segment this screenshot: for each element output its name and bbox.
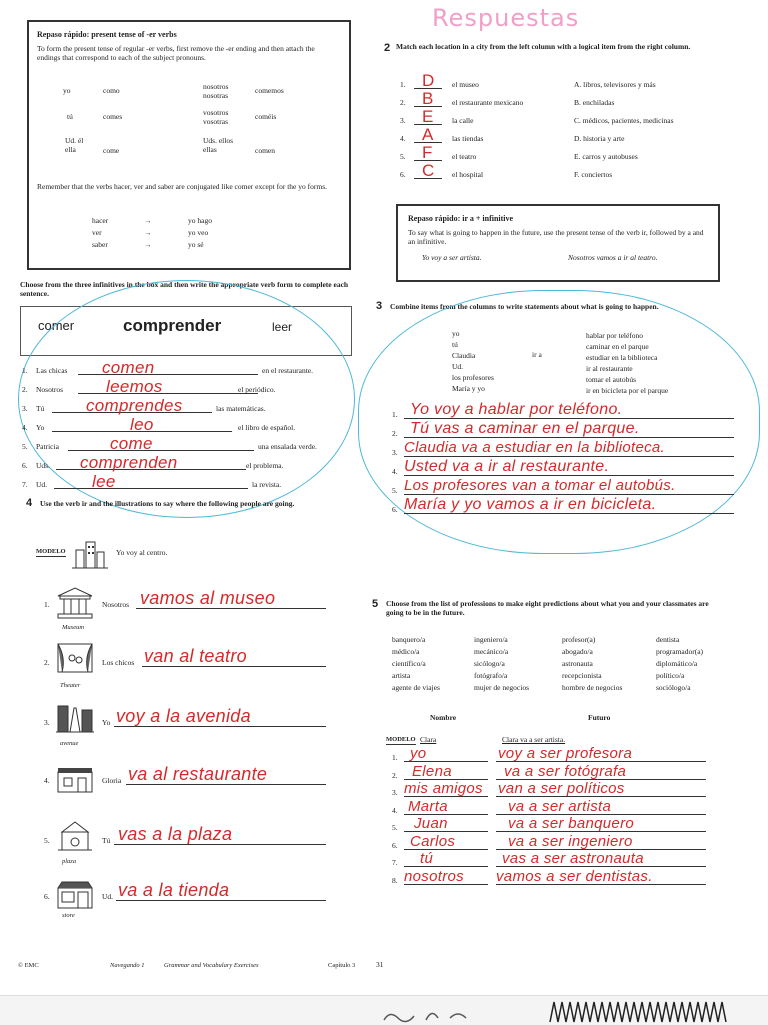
ex2-instruction: Match each location in a city from the left column with a logical item from the right column. (396, 42, 691, 51)
item-number: 3. (22, 404, 28, 413)
item-number: 3. (392, 448, 398, 457)
handwritten-name: tú (420, 850, 434, 867)
item-number: 3. (392, 788, 398, 797)
item-number: 1. (392, 753, 398, 762)
irregular-verb: ver (92, 228, 102, 237)
footer-page-number: 31 (376, 960, 384, 969)
place: la calle (452, 116, 474, 125)
match-option: B. enchiladas (574, 98, 615, 107)
item-rest: en el restaurante. (262, 366, 314, 375)
profession: político/a (656, 671, 685, 680)
ex4-model-text: Yo voy al centro. (116, 548, 168, 557)
arrow: → (144, 228, 152, 237)
item-number: 1. (22, 366, 28, 375)
repaso2-text: To say what is going to happen in the future, use the present tense of the verb ir, followed by a and an infinitive. (408, 228, 704, 247)
item-number: 6. (400, 170, 406, 179)
ex2-matching (400, 71, 720, 182)
ex4-items (40, 586, 350, 919)
ex4-instruction: Use the verb ir and the illustrations to say where the following people are going. (40, 499, 295, 508)
plaza-icon (54, 818, 96, 858)
conj-row (63, 108, 313, 136)
handwritten-answer: Usted va a ir al restaurante. (404, 458, 610, 475)
item-number: 8. (392, 875, 398, 885)
ex2-row (400, 107, 720, 128)
item-subject: Yo (102, 718, 111, 727)
profession: sicólogo/a (474, 659, 505, 668)
irregular-verb: hacer (92, 216, 109, 225)
city-center-icon (70, 538, 110, 572)
ex1-item (22, 436, 342, 455)
profession: científico/a (392, 659, 426, 668)
repaso1-title: Repaso rápido: present tense of -er verbs (37, 30, 177, 39)
handwritten-answer: Yo voy a hablar por teléfono. (410, 401, 623, 418)
handwritten-future: va a ser ingeniero (508, 832, 633, 850)
profession: astronauta (562, 659, 593, 668)
match-option: A. libros, televisores y más (574, 80, 656, 89)
footer-copyright: © EMC (18, 962, 39, 969)
item-number: 3. (44, 718, 50, 727)
profession: mecánico/a (474, 647, 509, 656)
verb-form: comes (103, 112, 123, 121)
item-rest: las matemáticas. (216, 404, 266, 413)
item-rest: el libro de español. (238, 423, 296, 432)
ex2-row (400, 161, 720, 182)
item-subject: Patricia (36, 442, 59, 451)
handwritten-answer: comprenden (80, 453, 178, 472)
profession: diplomático/a (656, 659, 698, 668)
ex3-answer-row (392, 440, 748, 459)
handwritten-name: Elena (412, 762, 452, 780)
item-number: 4. (392, 467, 398, 476)
handwritten-answer: lee (92, 472, 116, 491)
place: el restaurante mexicano (452, 98, 524, 107)
illustration-caption: store (62, 912, 75, 919)
illustration-caption: plaza (62, 858, 77, 865)
handwritten-name: nosotros (404, 867, 464, 885)
item-number: 2. (392, 429, 398, 438)
match-option: D. historia y arte (574, 134, 625, 143)
ex3-col2: ir a (532, 350, 542, 359)
subject-option: tú (452, 340, 458, 349)
ex5-row (392, 781, 732, 799)
item-number: 2. (22, 385, 28, 394)
place: el museo (452, 80, 479, 89)
subject-option: Claudia (452, 351, 476, 360)
item-number: 2. (44, 658, 50, 667)
footer-book: Navegando 1 (110, 962, 145, 969)
item-number: 6. (22, 461, 28, 470)
pronoun: tú (67, 112, 73, 121)
item-subject: Los chicos (102, 658, 135, 667)
handwritten-future: voy a ser profesora (498, 745, 633, 762)
activity-option: hablar por teléfono (586, 331, 644, 340)
footer-subtitle: Grammar and Vocabulary Exercises (164, 962, 259, 969)
irregular-form: yo veo (188, 228, 209, 237)
item-number: 5. (44, 836, 50, 845)
handwritten-name: yo (410, 745, 427, 762)
handwritten-letter: C (422, 161, 435, 180)
arrow: → (144, 216, 152, 225)
item-rest: el periódico. (238, 385, 276, 394)
ex3-instruction: Combine items from the columns to write statements about what is going to happen. (390, 302, 659, 311)
place: el hospital (452, 170, 484, 179)
ex5-number: 5 (372, 598, 379, 610)
match-option: C. médicos, pacientes, medicinas (574, 116, 674, 125)
handwritten-answer: come (110, 434, 153, 453)
conj-row (63, 82, 313, 108)
ex5-row (392, 834, 732, 852)
handwritten-answer: va al restaurante (128, 764, 268, 784)
profession: profesor(a) (562, 635, 596, 644)
handwritten-letter: F (422, 143, 433, 162)
profession: artista (392, 671, 411, 680)
ex3-answer-row (392, 478, 748, 497)
ex4-item (40, 818, 350, 868)
profession: médico/a (392, 647, 420, 656)
profession: sociólogo/a (656, 683, 691, 692)
profession: abogado/a (562, 647, 593, 656)
ex5-row (392, 816, 732, 834)
ex3-col1 (452, 328, 532, 394)
ex5-row (392, 851, 732, 869)
handwritten-answer: van al teatro (144, 646, 247, 666)
ex5-row (392, 764, 732, 782)
ex3-answer-row (392, 459, 748, 478)
ex2-row (400, 89, 720, 110)
ex3-answers (392, 402, 748, 516)
ex2-row (400, 125, 720, 146)
ex1-item (22, 360, 342, 379)
ex1-item (22, 417, 342, 436)
item-number: 6. (392, 840, 398, 850)
activity-option: tomar el autobús (586, 375, 636, 384)
illustration-caption: Museum (62, 624, 85, 631)
ex1-item (22, 474, 342, 493)
repaso1-note: Remember that the verbs hacer, ver and saber are conjugated like comer except for the yo forms. (37, 182, 327, 191)
activity-option: ir al restaurante (586, 364, 633, 373)
professions-col (392, 634, 472, 694)
ex1-item (22, 455, 342, 474)
ex4-item (40, 640, 350, 690)
ex5-model-name: Clara (420, 735, 437, 744)
item-number: 4. (22, 423, 28, 432)
handwritten-future: va a ser fotógrafa (504, 762, 627, 780)
ex3-answer-row (392, 497, 748, 516)
item-rest: una ensalada verde. (258, 442, 317, 451)
ex2-row (400, 71, 720, 92)
handwritten-answer: leo (130, 415, 154, 434)
irregular-verb: saber (92, 240, 108, 249)
repaso1-intro: To form the present tense of regular -er verbs, first remove the -er ending and then attach the endings that correspond to each of the subject pronouns. (37, 44, 315, 63)
handwritten-letter: D (422, 71, 435, 90)
match-option: F. conciertos (574, 170, 613, 179)
subject-option: Ud. (452, 362, 464, 371)
item-number: 5. (400, 152, 406, 161)
footer-chapter: Capítulo 3 (328, 962, 356, 969)
professions-col (656, 634, 736, 694)
repaso2-example: Yo voy a ser artista. (422, 252, 482, 262)
activity-option: estudiar en la biblioteca (586, 353, 658, 362)
item-number: 4. (400, 134, 406, 143)
pronoun: nosotros nosotras (203, 82, 229, 101)
verb-form: comemos (255, 86, 284, 95)
item-subject: Yo (36, 423, 45, 432)
handwritten-future: vamos a ser dentistas. (496, 867, 653, 885)
ex1-instruction: Choose from the three infinitives in the box and then write the appropriate verb form to complete each sentence. (20, 280, 349, 299)
ex1-item (22, 398, 342, 417)
handwritten-name: Marta (408, 797, 448, 815)
pronoun: yo (63, 86, 71, 95)
handwritten-answer: María y yo vamos a ir en bicicleta. (404, 496, 657, 513)
museum-icon (54, 586, 96, 622)
ex4-number: 4 (26, 497, 33, 509)
verb-form: come (103, 146, 120, 155)
arrow: → (144, 240, 152, 249)
handwritten-letter: E (422, 107, 434, 126)
ex2-number: 2 (384, 42, 391, 54)
item-subject: Ud. (36, 480, 48, 489)
subject-option: los profesores (452, 373, 494, 382)
handwritten-letter: B (422, 89, 434, 108)
pronoun: Uds. ellos ellas (203, 136, 233, 155)
theater-icon (54, 640, 96, 680)
ex4-item (40, 700, 350, 750)
item-number: 2. (400, 98, 406, 107)
illustration-caption: avenue (60, 740, 79, 747)
ex4-model-label: MODELO (36, 548, 66, 557)
handwritten-answer: Los profesores van a tomar el autobús. (404, 477, 676, 494)
ex5-instruction: Choose from the list of professions to make eight predictions about what you and your classmates are going to be in the future. (386, 599, 709, 618)
avenue-icon (54, 700, 96, 740)
profession: hombre de negocios (562, 683, 623, 692)
conjugation-table (63, 82, 313, 172)
col-futuro-header: Futuro (588, 713, 611, 722)
item-rest: la revista. (252, 480, 282, 489)
profession: recepcionista (562, 671, 602, 680)
irregular-verbs (92, 216, 292, 252)
ex5-items (392, 746, 732, 886)
ex3-answer-row (392, 402, 748, 421)
item-number: 4. (44, 776, 50, 785)
activity-option: caminar en el parque (586, 342, 649, 351)
handwritten-letter: A (422, 125, 434, 144)
item-number: 7. (22, 480, 28, 489)
illustration-caption: Theater (60, 682, 81, 689)
ex5-row (392, 746, 732, 764)
item-number: 1. (392, 410, 398, 419)
handwritten-future: vas a ser astronauta (502, 850, 644, 867)
profession: mujer de negocios (474, 683, 529, 692)
item-number: 5. (392, 486, 398, 495)
ex5-model-label: MODELO (386, 736, 416, 745)
professions-col (562, 634, 652, 694)
verb-form: como (103, 86, 120, 95)
ex4-item (40, 586, 350, 636)
match-option: E. carros y autobuses (574, 152, 638, 161)
irregular-form: yo sé (188, 240, 204, 249)
item-subject: Nosotros (102, 600, 130, 609)
word-box-item: leer (272, 320, 293, 334)
profession: agente de viajes (392, 683, 440, 692)
item-number: 7. (392, 858, 398, 867)
professions-col (474, 634, 554, 694)
verb-form: coméis (255, 112, 277, 121)
profession: dentista (656, 635, 680, 644)
word-box-item: comprender (123, 316, 222, 335)
col-nombre-header: Nombre (430, 713, 457, 722)
handwritten-name: Carlos (410, 832, 456, 850)
irregular-form: yo hago (188, 216, 212, 225)
next-page-edge (0, 995, 768, 1025)
item-subject: Nosotros (36, 385, 64, 394)
subject-option: yo (452, 329, 460, 338)
ex5-model-future: Clara va a ser artista. (502, 735, 566, 744)
item-subject: Ud. (102, 892, 114, 901)
handwritten-answer: Tú vas a caminar en el parque. (410, 420, 640, 437)
item-subject: Uds. (36, 461, 50, 470)
profession: fotógrafo/a (474, 671, 508, 680)
handwriting-scribble-icon (380, 1000, 500, 1024)
item-number: 1. (44, 600, 50, 609)
repaso2-title: Repaso rápido: ir a + infinitive (408, 214, 514, 223)
item-number: 3. (400, 116, 406, 125)
item-subject: Tú (102, 836, 111, 845)
item-rest: el problema. (246, 461, 284, 470)
item-number: 4. (392, 805, 398, 815)
handwritten-answer: vamos al museo (140, 588, 276, 608)
pronoun: Ud. él ella (65, 136, 84, 155)
item-number: 5. (392, 823, 398, 832)
place: las tiendas (452, 134, 484, 143)
handwritten-answer: Claudia va a estudiar en la biblioteca. (404, 439, 666, 456)
store-icon (54, 878, 96, 912)
answers-title: Respuestas (432, 4, 580, 32)
ex4-item (40, 878, 350, 928)
activity-option: ir en bicicleta por el parque (586, 386, 669, 395)
item-number: 2. (392, 770, 398, 780)
item-number: 5. (22, 442, 28, 451)
scribble-icon (548, 998, 728, 1024)
handwritten-answer: leemos (106, 377, 163, 396)
word-box-item: comer (38, 318, 75, 333)
item-subject: Las chicas (36, 366, 68, 375)
ex3-number: 3 (376, 300, 383, 312)
profession: programador(a) (656, 647, 704, 656)
subject-option: María y yo (452, 384, 485, 393)
place: el teatro (452, 152, 477, 161)
conj-row (63, 136, 313, 172)
handwritten-answer: comen (102, 358, 155, 377)
handwritten-future: va a ser artista (508, 797, 612, 815)
item-number: 6. (392, 505, 398, 514)
handwritten-future: van a ser políticos (498, 780, 625, 797)
profession: banquero/a (392, 635, 426, 644)
verb-form: comen (255, 146, 275, 155)
ex4-item (40, 762, 350, 812)
handwritten-answer: va a la tienda (118, 880, 230, 900)
handwritten-future: va a ser banquero (508, 815, 635, 832)
handwritten-answer: comprendes (86, 396, 183, 415)
ex5-row (392, 799, 732, 817)
repaso2-example: Nosotros vamos a ir al teatro. (568, 252, 658, 262)
item-number: 1. (400, 80, 406, 89)
handwritten-name: Juan (414, 815, 448, 832)
ex2-row (400, 143, 720, 164)
item-subject: Tú (36, 404, 45, 413)
handwritten-name: mis amigos (404, 780, 483, 797)
handwritten-answer: vas a la plaza (118, 824, 233, 844)
item-number: 6. (44, 892, 50, 901)
ex5-row (392, 869, 732, 887)
ex3-col3 (586, 330, 726, 396)
profession: ingeniero/a (474, 635, 508, 644)
ex1-items (22, 360, 342, 493)
item-subject: Gloria (102, 776, 122, 785)
handwritten-answer: voy a la avenida (116, 706, 251, 726)
pronoun: vosotros vosotras (203, 108, 229, 127)
ex3-answer-row (392, 421, 748, 440)
restaurant-icon (54, 764, 96, 798)
